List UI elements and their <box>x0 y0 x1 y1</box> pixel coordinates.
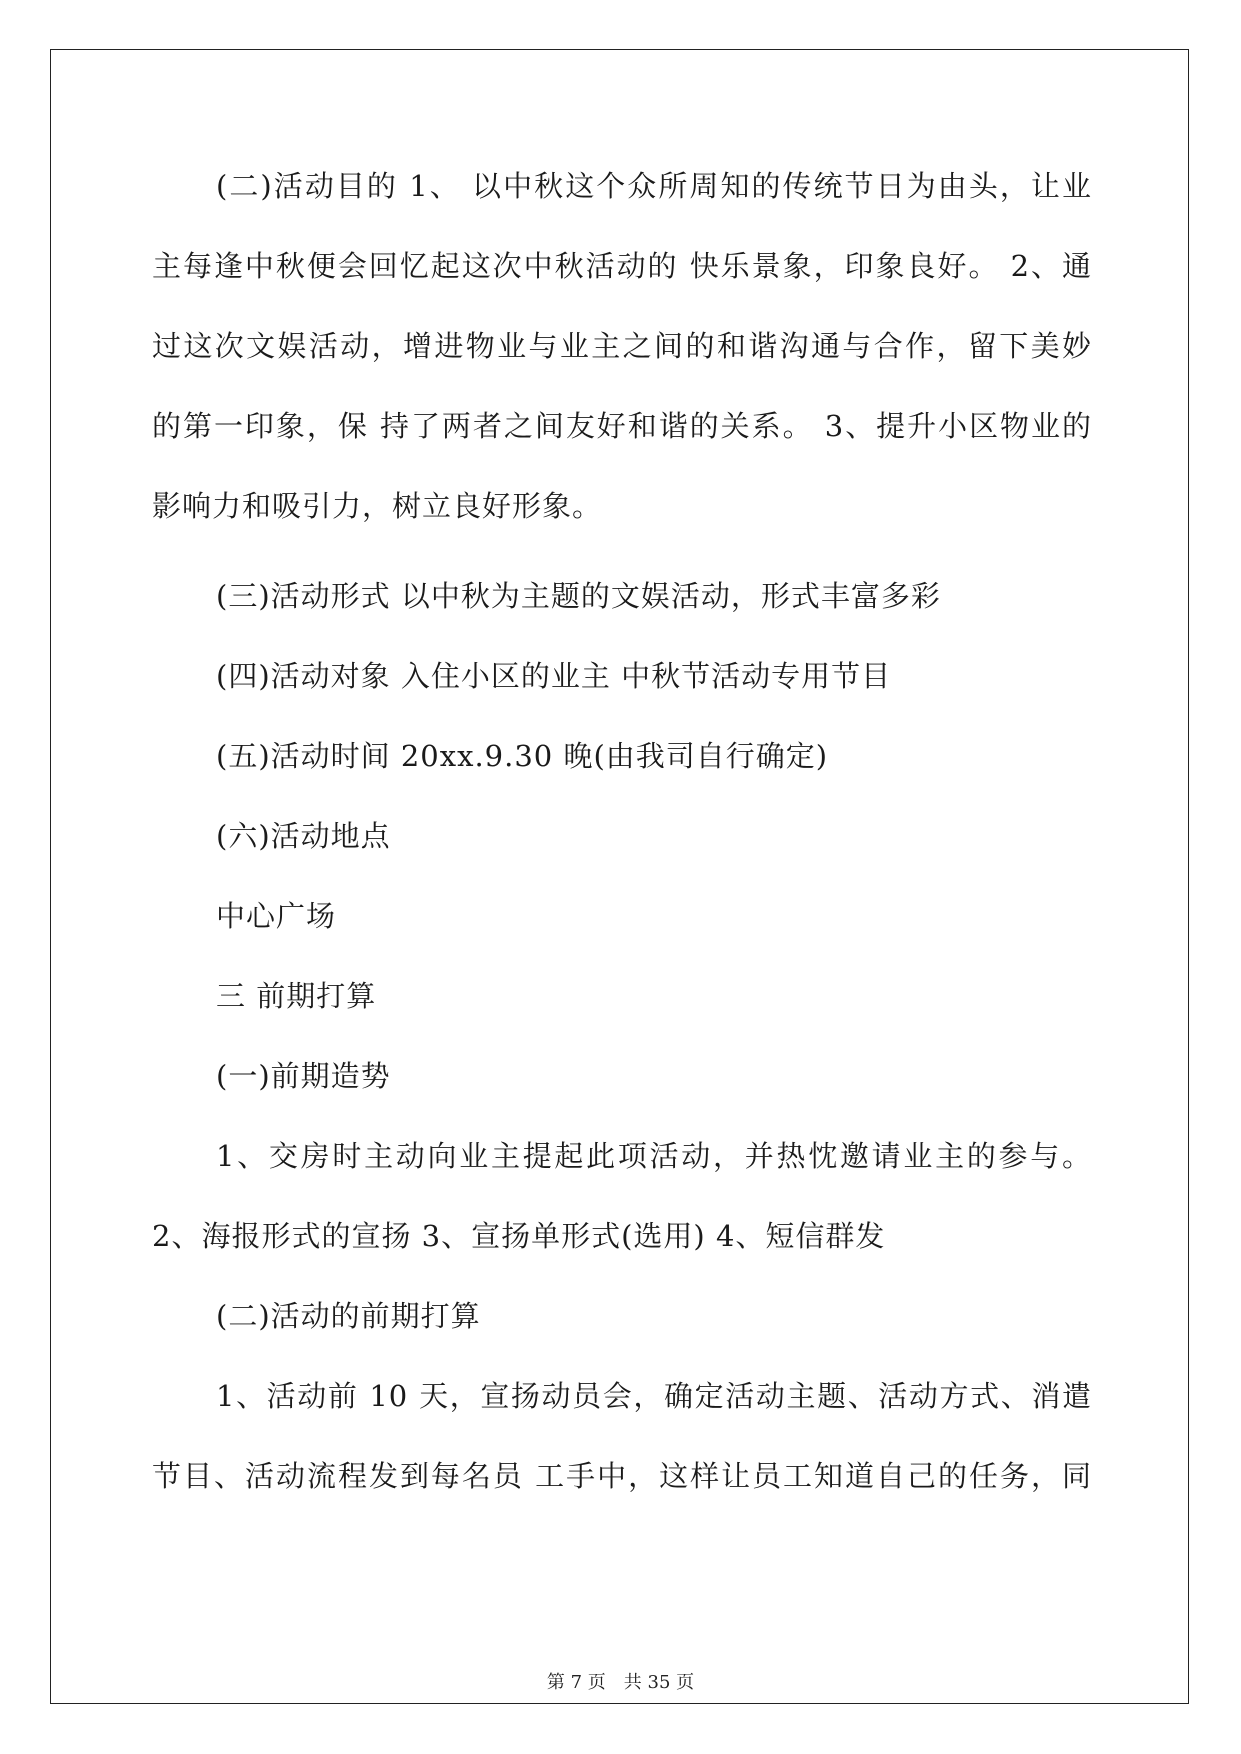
section-line: (六)活动地点 <box>216 819 391 853</box>
paragraph-line: 2、海报形式的宣扬 3、宣扬单形式(选用) 4、短信群发 <box>152 1219 886 1253</box>
paragraph-line: 影响力和吸引力，树立良好形象。 <box>152 489 603 523</box>
section-line: (四)活动对象 入住小区的业主 中秋节活动专用节目 <box>216 659 892 693</box>
paragraph-line: 主每逢中秋便会回忆起这次中秋活动的 快乐景象，印象良好。 2、通 <box>152 249 1092 283</box>
paragraph-line: 过这次文娱活动，增进物业与业主之间的和谐沟通与合作，留下美妙 <box>152 329 1092 363</box>
page-number: 第 7 页 共 35 页 <box>546 1672 695 1693</box>
paragraph-line: 的第一印象，保 持了两者之间友好和谐的关系。 3、提升小区物业的 <box>152 409 1092 443</box>
section-heading: 三 前期打算 <box>216 979 377 1013</box>
paragraph-line: 节目、活动流程发到每名员 工手中，这样让员工知道自己的任务，同 <box>152 1459 1092 1493</box>
paragraph-line: 1、活动前 10 天，宣扬动员会，确定活动主题、活动方式、消遣 <box>216 1379 1092 1413</box>
section-line: 中心广场 <box>216 899 337 933</box>
paragraph-line: 1、交房时主动向业主提起此项活动，并热忱邀请业主的参与。 <box>216 1139 1092 1173</box>
section-line: (三)活动形式 以中秋为主题的文娱活动，形式丰富多彩 <box>216 579 941 613</box>
section-line: (一)前期造势 <box>216 1059 391 1093</box>
paragraph-line: (二)活动目的 1、 以中秋这个众所周知的传统节日为由头，让业 <box>216 169 1092 203</box>
section-line: (五)活动时间 20xx.9.30 晚(由我司自行确定) <box>216 739 829 773</box>
section-line: (二)活动的前期打算 <box>216 1299 481 1333</box>
